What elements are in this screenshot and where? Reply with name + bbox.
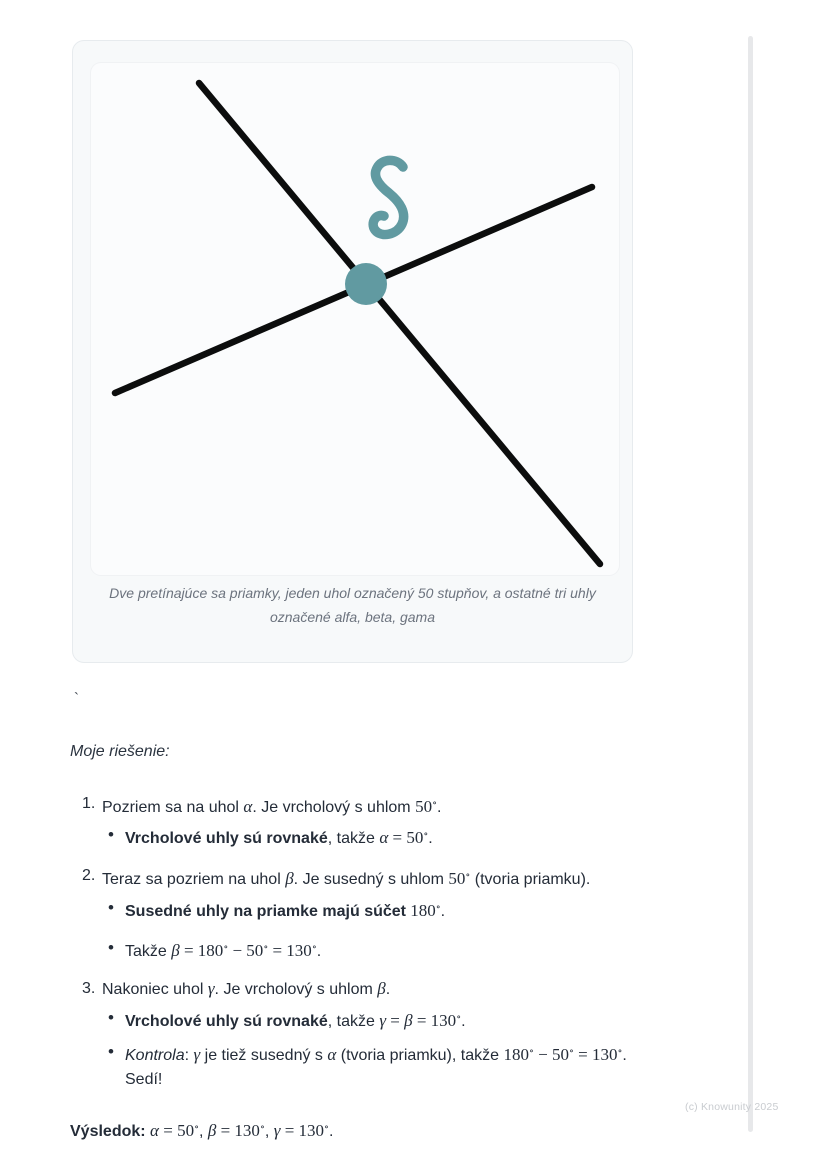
bullet-marker: • <box>108 1042 114 1061</box>
step-number: 1. <box>82 795 96 812</box>
step-text <box>102 792 746 820</box>
step-1 <box>70 792 746 820</box>
bullet-text <box>125 896 746 924</box>
math-var: β <box>377 979 386 998</box>
text: Sedí! <box>125 1071 163 1088</box>
step-number: 2. <box>82 867 96 884</box>
text: , takže <box>327 1013 380 1030</box>
math-var: α <box>150 1121 159 1140</box>
math-num: = 130 <box>412 1011 457 1030</box>
degree-symbol: ∘ <box>465 870 471 881</box>
step-text <box>102 977 746 1002</box>
degree-symbol: ∘ <box>456 1012 462 1023</box>
math-var: γ <box>379 1011 387 1030</box>
degree-symbol: ∘ <box>263 942 269 953</box>
text: (tvoria priamku), takže <box>336 1047 504 1064</box>
bullet-text <box>125 1006 746 1034</box>
point-label-s <box>373 160 403 234</box>
math-num: = 180 <box>179 941 224 960</box>
bold-text: Vrcholové uhly sú rovnaké <box>125 1013 328 1030</box>
degree-symbol: ∘ <box>311 942 317 953</box>
degree-symbol: ∘ <box>568 1046 574 1057</box>
step-3 <box>70 977 746 1002</box>
math-num: = 50 <box>388 828 424 847</box>
stray-backtick: ` <box>74 690 79 707</box>
math-num: 180 <box>503 1045 529 1064</box>
math-num: = 130 <box>280 1121 325 1140</box>
intersection-point <box>345 263 387 305</box>
degree-symbol: ∘ <box>324 1122 329 1133</box>
text: Teraz sa pozriem na uhol <box>102 871 286 888</box>
text: . Je vrcholový s uhlom <box>214 981 378 998</box>
bullet-item <box>70 936 746 964</box>
math-var: α <box>243 797 253 816</box>
bullet-marker: • <box>108 898 114 917</box>
math-num: − 50 <box>228 941 264 960</box>
bullet-marker: • <box>108 1008 114 1027</box>
intersecting-lines-svg <box>91 63 619 575</box>
math-var: β <box>207 1121 217 1140</box>
step-2 <box>70 864 746 892</box>
text: Takže <box>125 943 172 960</box>
math-var: β <box>285 869 294 888</box>
degree-symbol: ∘ <box>435 902 441 913</box>
degree-symbol: ∘ <box>528 1046 534 1057</box>
step-text <box>102 864 746 892</box>
bullet-text <box>125 1040 746 1092</box>
text: . <box>328 1123 334 1140</box>
text: . <box>428 830 433 847</box>
line-1 <box>199 83 600 564</box>
bullet-item <box>70 896 746 924</box>
degree-symbol: ∘ <box>617 1046 623 1057</box>
bullet-item <box>70 1040 746 1092</box>
math-var: α <box>379 828 389 847</box>
text: . <box>440 903 446 920</box>
bullet-item <box>70 823 746 851</box>
text: , takže <box>327 830 380 847</box>
bold-text: Susedné uhly na priamke majú súčet <box>125 903 406 920</box>
degree-symbol: ∘ <box>223 942 229 953</box>
figure-card <box>72 40 633 663</box>
math-num: = 50 <box>158 1121 195 1140</box>
math-var: γ <box>207 979 215 998</box>
degree-symbol: ∘ <box>259 1122 265 1133</box>
math-var: β <box>171 941 180 960</box>
math-var: α <box>327 1045 337 1064</box>
math-num: = 130 <box>268 941 312 960</box>
text: , <box>198 1123 208 1140</box>
bullet-marker: • <box>108 938 114 957</box>
math-var: β <box>404 1011 413 1030</box>
text: . <box>461 1013 466 1030</box>
math-num: = 130 <box>573 1045 618 1064</box>
text: (tvoria priamku). <box>470 871 591 888</box>
bullet-item <box>70 1006 746 1034</box>
text: . <box>436 799 442 816</box>
text: . <box>622 1047 627 1064</box>
math-num: 50 <box>415 797 433 816</box>
text: . Je susedný s uhlom <box>293 871 449 888</box>
math-num: 50 <box>448 869 466 888</box>
degree-symbol: ∘ <box>423 829 429 840</box>
result-label: Výsledok: <box>70 1123 146 1140</box>
degree-symbol: ∘ <box>194 1122 199 1133</box>
text: Pozriem sa na uhol <box>102 799 244 816</box>
figure-caption <box>73 581 632 629</box>
text: . Je vrcholový s uhlom <box>252 799 416 816</box>
bold-text: Vrcholové uhly sú rovnaké <box>125 830 328 847</box>
step-number: 3. <box>82 980 96 997</box>
text: : <box>184 1047 194 1064</box>
result-line <box>70 1116 746 1144</box>
math-num: − 50 <box>533 1045 569 1064</box>
copyright-watermark: (c) Knowunity 2025 <box>685 1101 779 1113</box>
text: , <box>264 1123 274 1140</box>
italic-text: Kontrola <box>125 1047 185 1064</box>
degree-symbol: ∘ <box>432 798 437 809</box>
figure-caption-text: Dve pretínajúce sa priamky, jeden uhol označený 50 stupňov, a ostatné tri uhly označené alfa, beta, gama <box>109 585 596 625</box>
bullet-text <box>125 936 746 964</box>
text: je tiež susedný s <box>200 1047 328 1064</box>
solution-intro: Moje riešenie: <box>70 743 170 760</box>
bullet-text <box>125 823 746 851</box>
scrollbar[interactable] <box>748 36 753 1132</box>
text: . <box>385 981 391 998</box>
math-var: γ <box>193 1045 201 1064</box>
math-num: = <box>386 1011 405 1030</box>
text: . <box>316 943 322 960</box>
math-num: 180 <box>405 901 436 920</box>
bullet-marker: • <box>108 825 114 844</box>
diagram-figure <box>91 63 619 575</box>
text: Nakoniec uhol <box>102 981 208 998</box>
math-var: γ <box>273 1121 281 1140</box>
math-num: = 130 <box>216 1121 260 1140</box>
solution-content <box>70 690 746 1144</box>
